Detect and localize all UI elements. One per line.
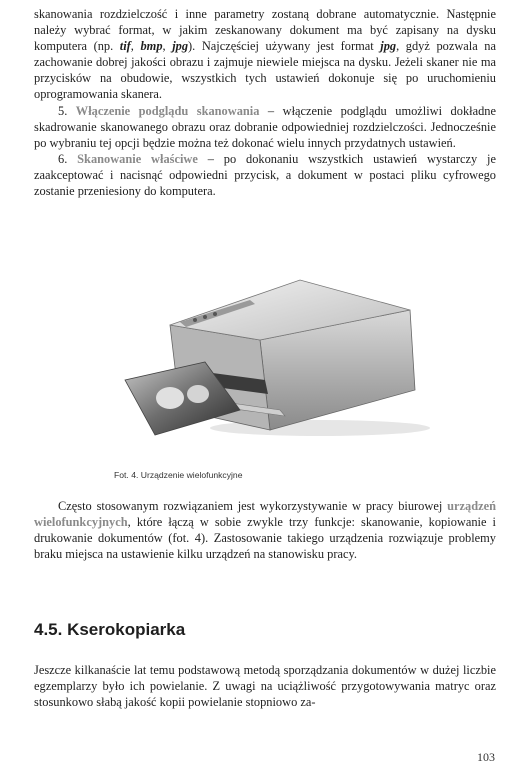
multifunction-printer-icon bbox=[110, 270, 430, 440]
intro-text: skanowania rozdzielczość i inne parametry zostaną dobrane automatycznie. Następnie należy wybrać format, w jakim zeskanowany dokument ma być zapisany na dysku komputera (np. bbox=[34, 7, 496, 54]
figure-multifunction-device bbox=[110, 270, 430, 440]
list-item-5 bbox=[34, 103, 496, 151]
term-proper-scan: Skanowanie właściwe bbox=[77, 151, 198, 166]
para-text-1: Często stosowanym rozwiązaniem jest wykorzystywanie w pracy biurowej bbox=[58, 499, 448, 513]
intro-text-2: ). Najczęściej używany jest format bbox=[188, 39, 381, 54]
figure-caption: Fot. 4. Urządzenie wielofunkcyjne bbox=[114, 470, 243, 480]
list-item-text: – włączenie podglądu umożliwi dokładne skadrowanie skanowanego obrazu oraz dobranie odpowiedniej rozdzielczości. Jednocześnie po wybraniu tej opcji będzie można też dokonać wielu innych przydatnych ustawień. bbox=[34, 103, 496, 150]
intro-paragraph bbox=[34, 6, 496, 103]
page-number: 103 bbox=[477, 750, 495, 764]
para-text-2: , które łączą w sobie zwykle trzy funkcje: skanowanie, kopiowanie i drukowanie dokumentów (fot. 4). Zastosowanie takiego urządzenia rozwiązuje problemy braku miejsca na ustawienie kilku urządzeń na stanowisku pracy. bbox=[34, 515, 496, 562]
paragraph-text bbox=[34, 498, 496, 562]
list-number: 6. bbox=[58, 151, 68, 166]
intro-text-3: , gdyż pozwala na zachowanie dobrej jakości obrazu i zajmuje niewiele miejsca na dysku. Jeżeli skaner nie ma przycisków na obudowie, wszystkich tych ustawień dokonuje się po uruchomieniu oprogramowania skanera. bbox=[34, 39, 497, 102]
separator: , bbox=[162, 39, 173, 54]
format-bmp: bmp bbox=[140, 39, 163, 54]
format-jpg: jpg bbox=[172, 39, 189, 54]
paragraph-text: Jeszcze kilkanaście lat temu podstawową metodą sporządzania dokumentów w dużej liczbie egzemplarzy było ich powielanie. Z uwagi na uciążliwość przygotowywania matryc oraz stosunkowo słabą jakość kopii powielanie stopniowo za- bbox=[34, 663, 496, 710]
term-scan-preview: Włączenie podglądu skanowania bbox=[75, 103, 260, 118]
separator: , bbox=[130, 39, 141, 54]
list-item-6 bbox=[34, 151, 496, 199]
intro-text-block bbox=[34, 6, 496, 199]
format-tif: tif bbox=[119, 39, 131, 54]
list-item-text: – po dokonaniu wszystkich ustawień wystarczy je zaakceptować i nacisnąć odpowiedni przycisk, a dokument w postaci pliku cyfrowego zostanie przeniesiony do komputera. bbox=[34, 151, 497, 199]
paragraph-copier bbox=[34, 662, 496, 710]
term-multifunction-devices: urządzeń wielofunkcyjnych bbox=[34, 499, 496, 530]
paragraph-multifunction bbox=[34, 498, 496, 562]
section-heading: 4.5. Kserokopiarka bbox=[34, 620, 186, 639]
format-jpg-2: jpg bbox=[380, 39, 397, 54]
list-number: 5. bbox=[58, 103, 68, 118]
